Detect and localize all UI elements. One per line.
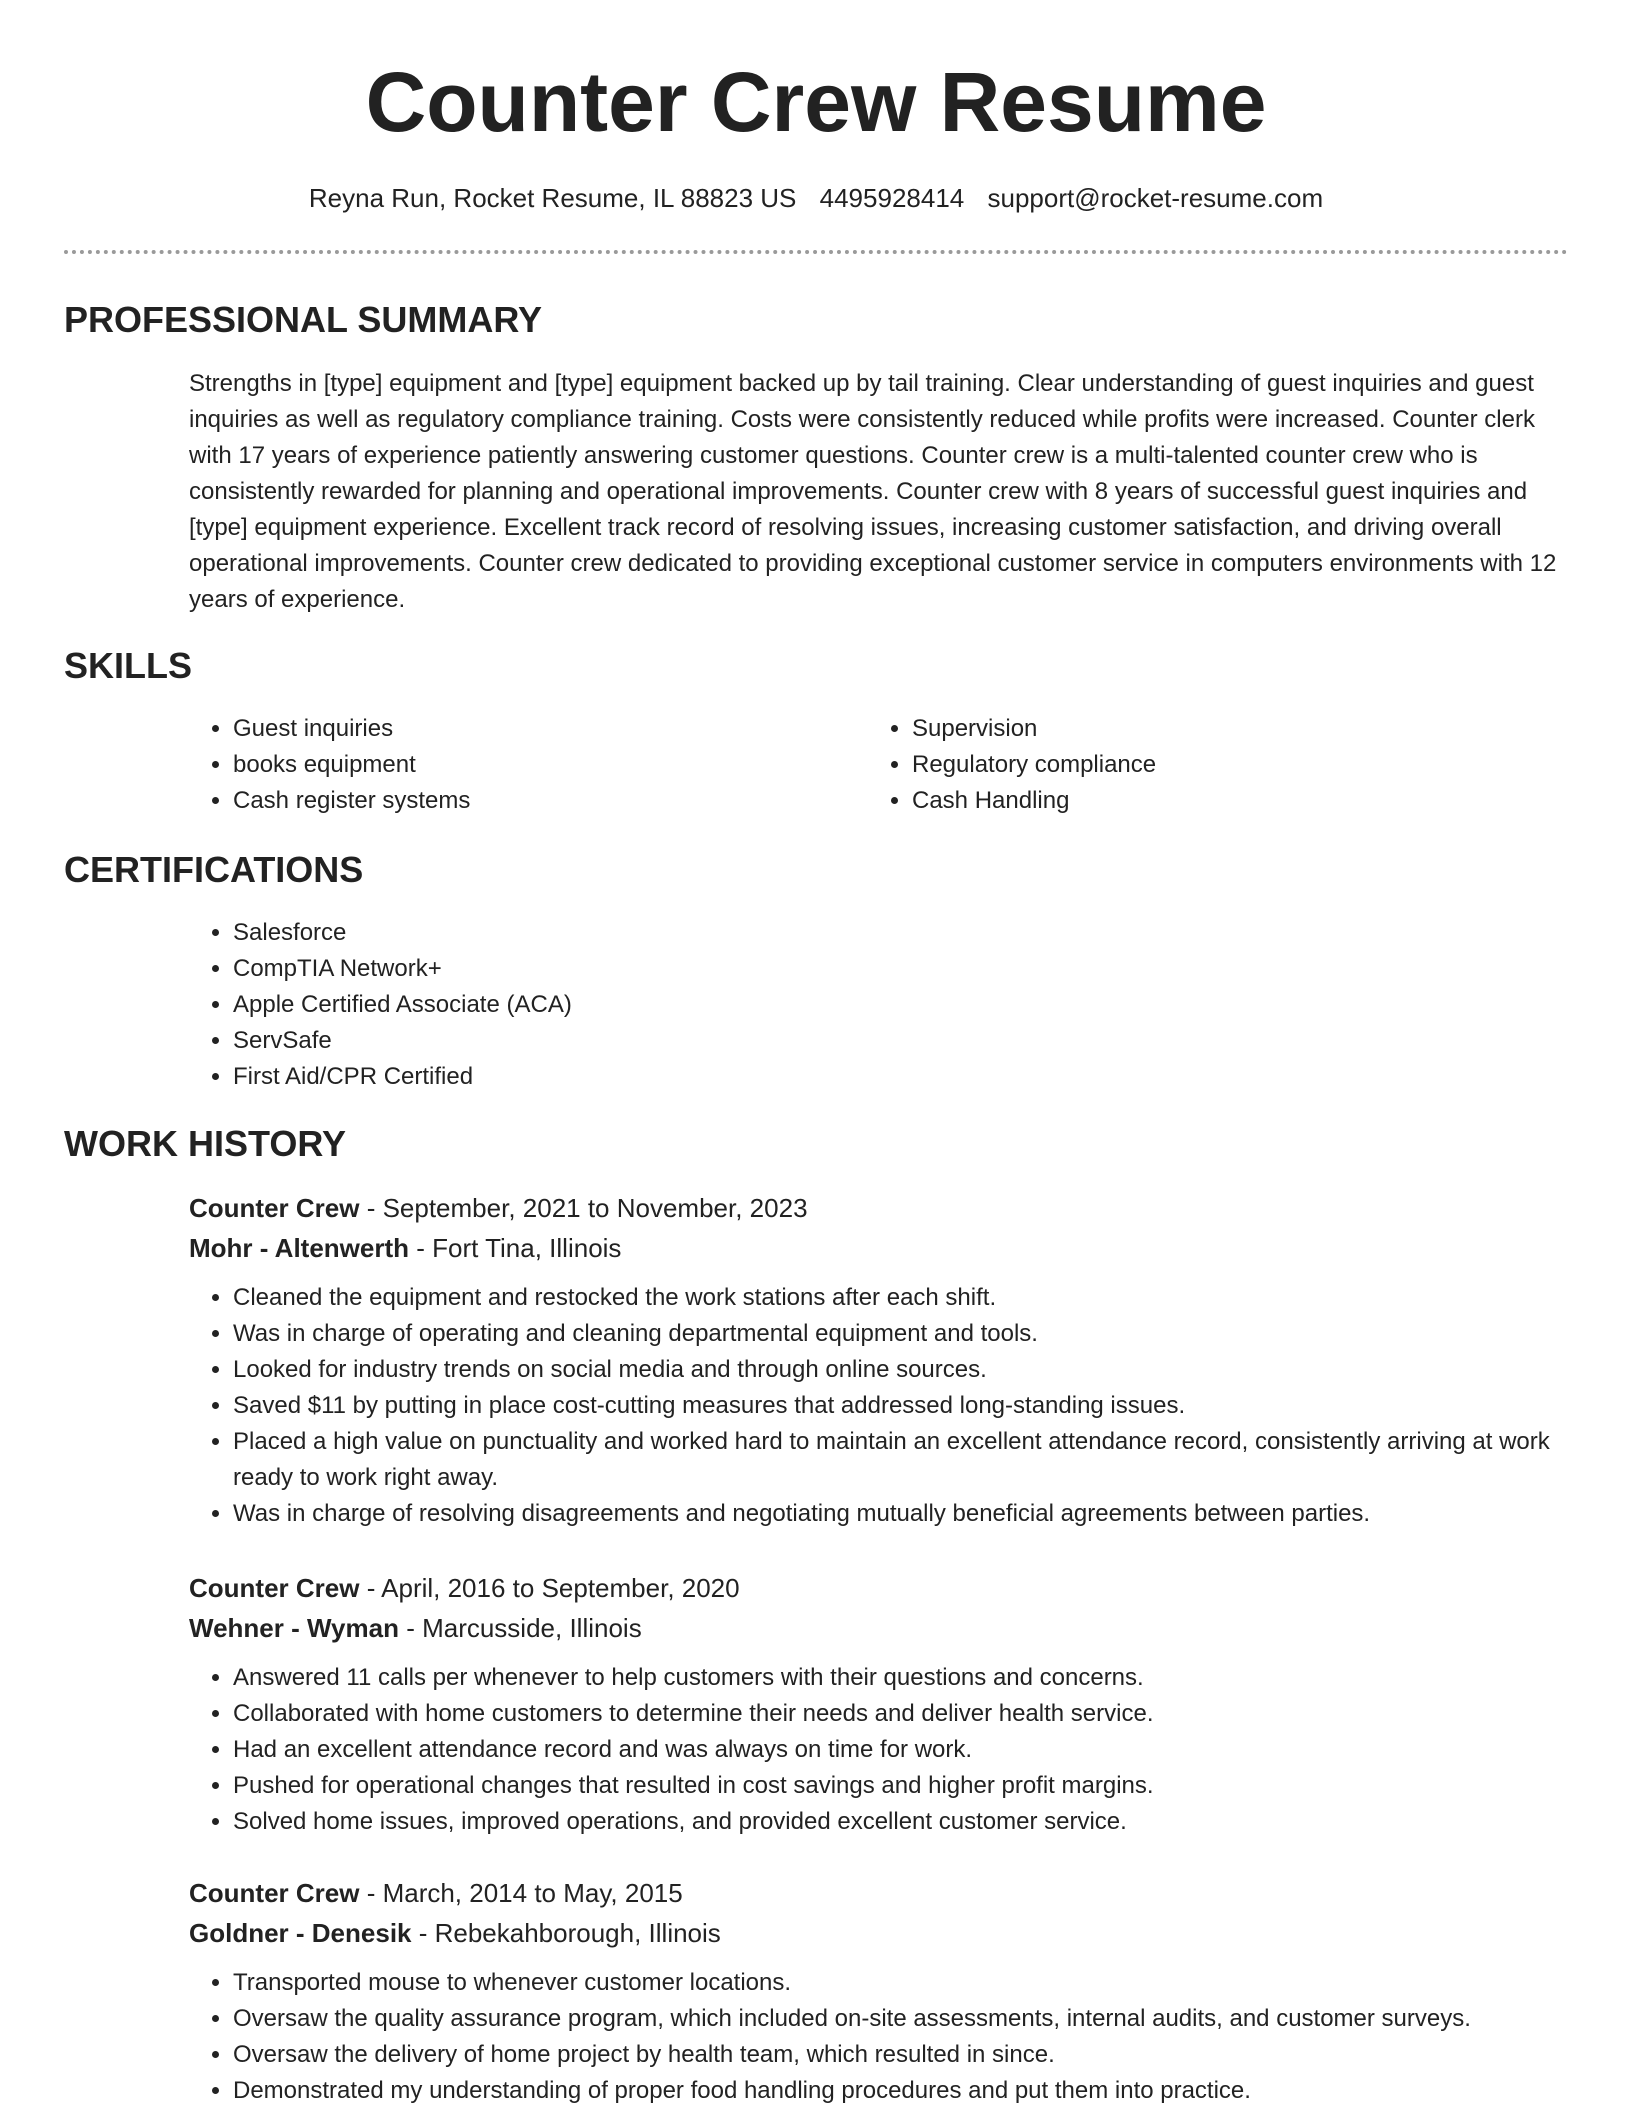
job-company-line xyxy=(189,1913,1569,1953)
contact-phone: 4495928414 xyxy=(819,183,965,213)
job-company: Mohr - Altenwerth xyxy=(189,1233,410,1263)
summary-text: Strengths in [type] equipment and [type] equipment backed up by tail training. Clear understanding of guest inquiries and guest inquiries as well as regulatory compliance training. Costs were consistently reduced while profits were increased. Counter clerk with 17 years of experience patiently answering customer questions. Counter crew is a multi-talented counter crew who is consistently rewarded for planning and operational improvements. Counter crew with 8 years of successful guest inquiries and [type] equipment experience. Excellent track record of resolving issues, increasing customer satisfaction, and driving overall operational improvements. Counter crew dedicated to providing exceptional customer service in computers environments with 12 years of experience. xyxy=(189,370,1557,613)
job-title-line xyxy=(189,1568,1569,1608)
job-bullet: • Was in charge of resolving disagreements and negotiating mutually beneficial agreements between parties. xyxy=(233,1496,1569,1532)
job-bullets xyxy=(189,1280,1569,1532)
job-bullet: • Cleaned the equipment and restocked the work stations after each shift. xyxy=(233,1280,1569,1316)
job-bullet: • Oversaw the delivery of home project by health team, which resulted in since. xyxy=(233,2037,1569,2073)
skill-item: • Guest inquiries xyxy=(233,711,789,747)
job-bullets xyxy=(189,1660,1569,1840)
skills-left-column xyxy=(189,711,789,819)
job-bullet: • Placed a high value on punctuality and worked hard to maintain an excellent attendance record, consistently arriving at work ready to work right away. xyxy=(233,1424,1569,1496)
job-title: Counter Crew xyxy=(189,1878,360,1908)
certification-item: • First Aid/CPR Certified xyxy=(233,1059,989,1095)
skill-item: • books equipment xyxy=(233,747,789,783)
contact-email[interactable]: support@rocket-resume.com xyxy=(987,183,1324,213)
certifications-list xyxy=(189,915,989,1095)
job-company: Wehner - Wyman xyxy=(189,1613,399,1643)
job-company-line xyxy=(189,1608,1569,1648)
job-dates: - March, 2014 to May, 2015 xyxy=(359,1878,683,1908)
job-dates: - April, 2016 to September, 2020 xyxy=(359,1573,740,1603)
job-bullet: • Was in charge of operating and cleaning departmental equipment and tools. xyxy=(233,1316,1569,1352)
job-company-line xyxy=(189,1228,1569,1268)
certification-item: • Apple Certified Associate (ACA) xyxy=(233,987,989,1023)
job-title-line xyxy=(189,1873,1569,1913)
job-entry xyxy=(189,1873,1569,2109)
certifications-heading: CERTIFICATIONS xyxy=(64,849,364,890)
certification-item: • CompTIA Network+ xyxy=(233,951,989,987)
job-title: Counter Crew xyxy=(189,1193,360,1223)
job-bullet: • Answered 11 calls per whenever to help customers with their questions and concerns. xyxy=(233,1660,1569,1696)
job-bullet: • Demonstrated my understanding of proper food handling procedures and put them into practice. xyxy=(233,2073,1569,2109)
job-bullet: • Saved $11 by putting in place cost-cutting measures that addressed long-standing issues. xyxy=(233,1388,1569,1424)
header-divider xyxy=(64,250,1568,254)
job-bullets xyxy=(189,1965,1569,2109)
job-location: - Rebekahborough, Illinois xyxy=(411,1918,721,1948)
skills-heading: SKILLS xyxy=(64,645,193,686)
certification-item: • ServSafe xyxy=(233,1023,989,1059)
job-location: - Fort Tina, Illinois xyxy=(409,1233,622,1263)
job-title: Counter Crew xyxy=(189,1573,360,1603)
contact-address: Reyna Run, Rocket Resume, IL 88823 US xyxy=(308,183,797,213)
job-company: Goldner - Denesik xyxy=(189,1918,412,1948)
skill-item: • Cash register systems xyxy=(233,783,789,819)
skill-item: • Supervision xyxy=(912,711,1468,747)
job-bullet: • Collaborated with home customers to determine their needs and deliver health service. xyxy=(233,1696,1569,1732)
job-bullet: • Transported mouse to whenever customer locations. xyxy=(233,1965,1569,2001)
skill-item: • Cash Handling xyxy=(912,783,1468,819)
summary-heading: PROFESSIONAL SUMMARY xyxy=(64,299,543,340)
work-history-heading: WORK HISTORY xyxy=(64,1123,347,1164)
job-bullet: • Solved home issues, improved operations, and provided excellent customer service. xyxy=(233,1804,1569,1840)
job-bullet: • Oversaw the quality assurance program, which included on-site assessments, internal audits, and customer surveys. xyxy=(233,2001,1569,2037)
job-title-line xyxy=(189,1188,1569,1228)
certification-item: • Salesforce xyxy=(233,915,989,951)
job-bullet: • Had an excellent attendance record and was always on time for work. xyxy=(233,1732,1569,1768)
skill-item: • Regulatory compliance xyxy=(912,747,1468,783)
job-dates: - September, 2021 to November, 2023 xyxy=(359,1193,808,1223)
resume-title: Counter Crew Resume xyxy=(365,55,1267,149)
job-entry xyxy=(189,1568,1569,1840)
job-bullet: • Looked for industry trends on social media and through online sources. xyxy=(233,1352,1569,1388)
skills-right-column xyxy=(868,711,1468,819)
job-bullet: • Pushed for operational changes that resulted in cost savings and higher profit margins. xyxy=(233,1768,1569,1804)
job-entry xyxy=(189,1188,1569,1532)
contact-line xyxy=(0,180,1632,216)
job-location: - Marcusside, Illinois xyxy=(398,1613,642,1643)
